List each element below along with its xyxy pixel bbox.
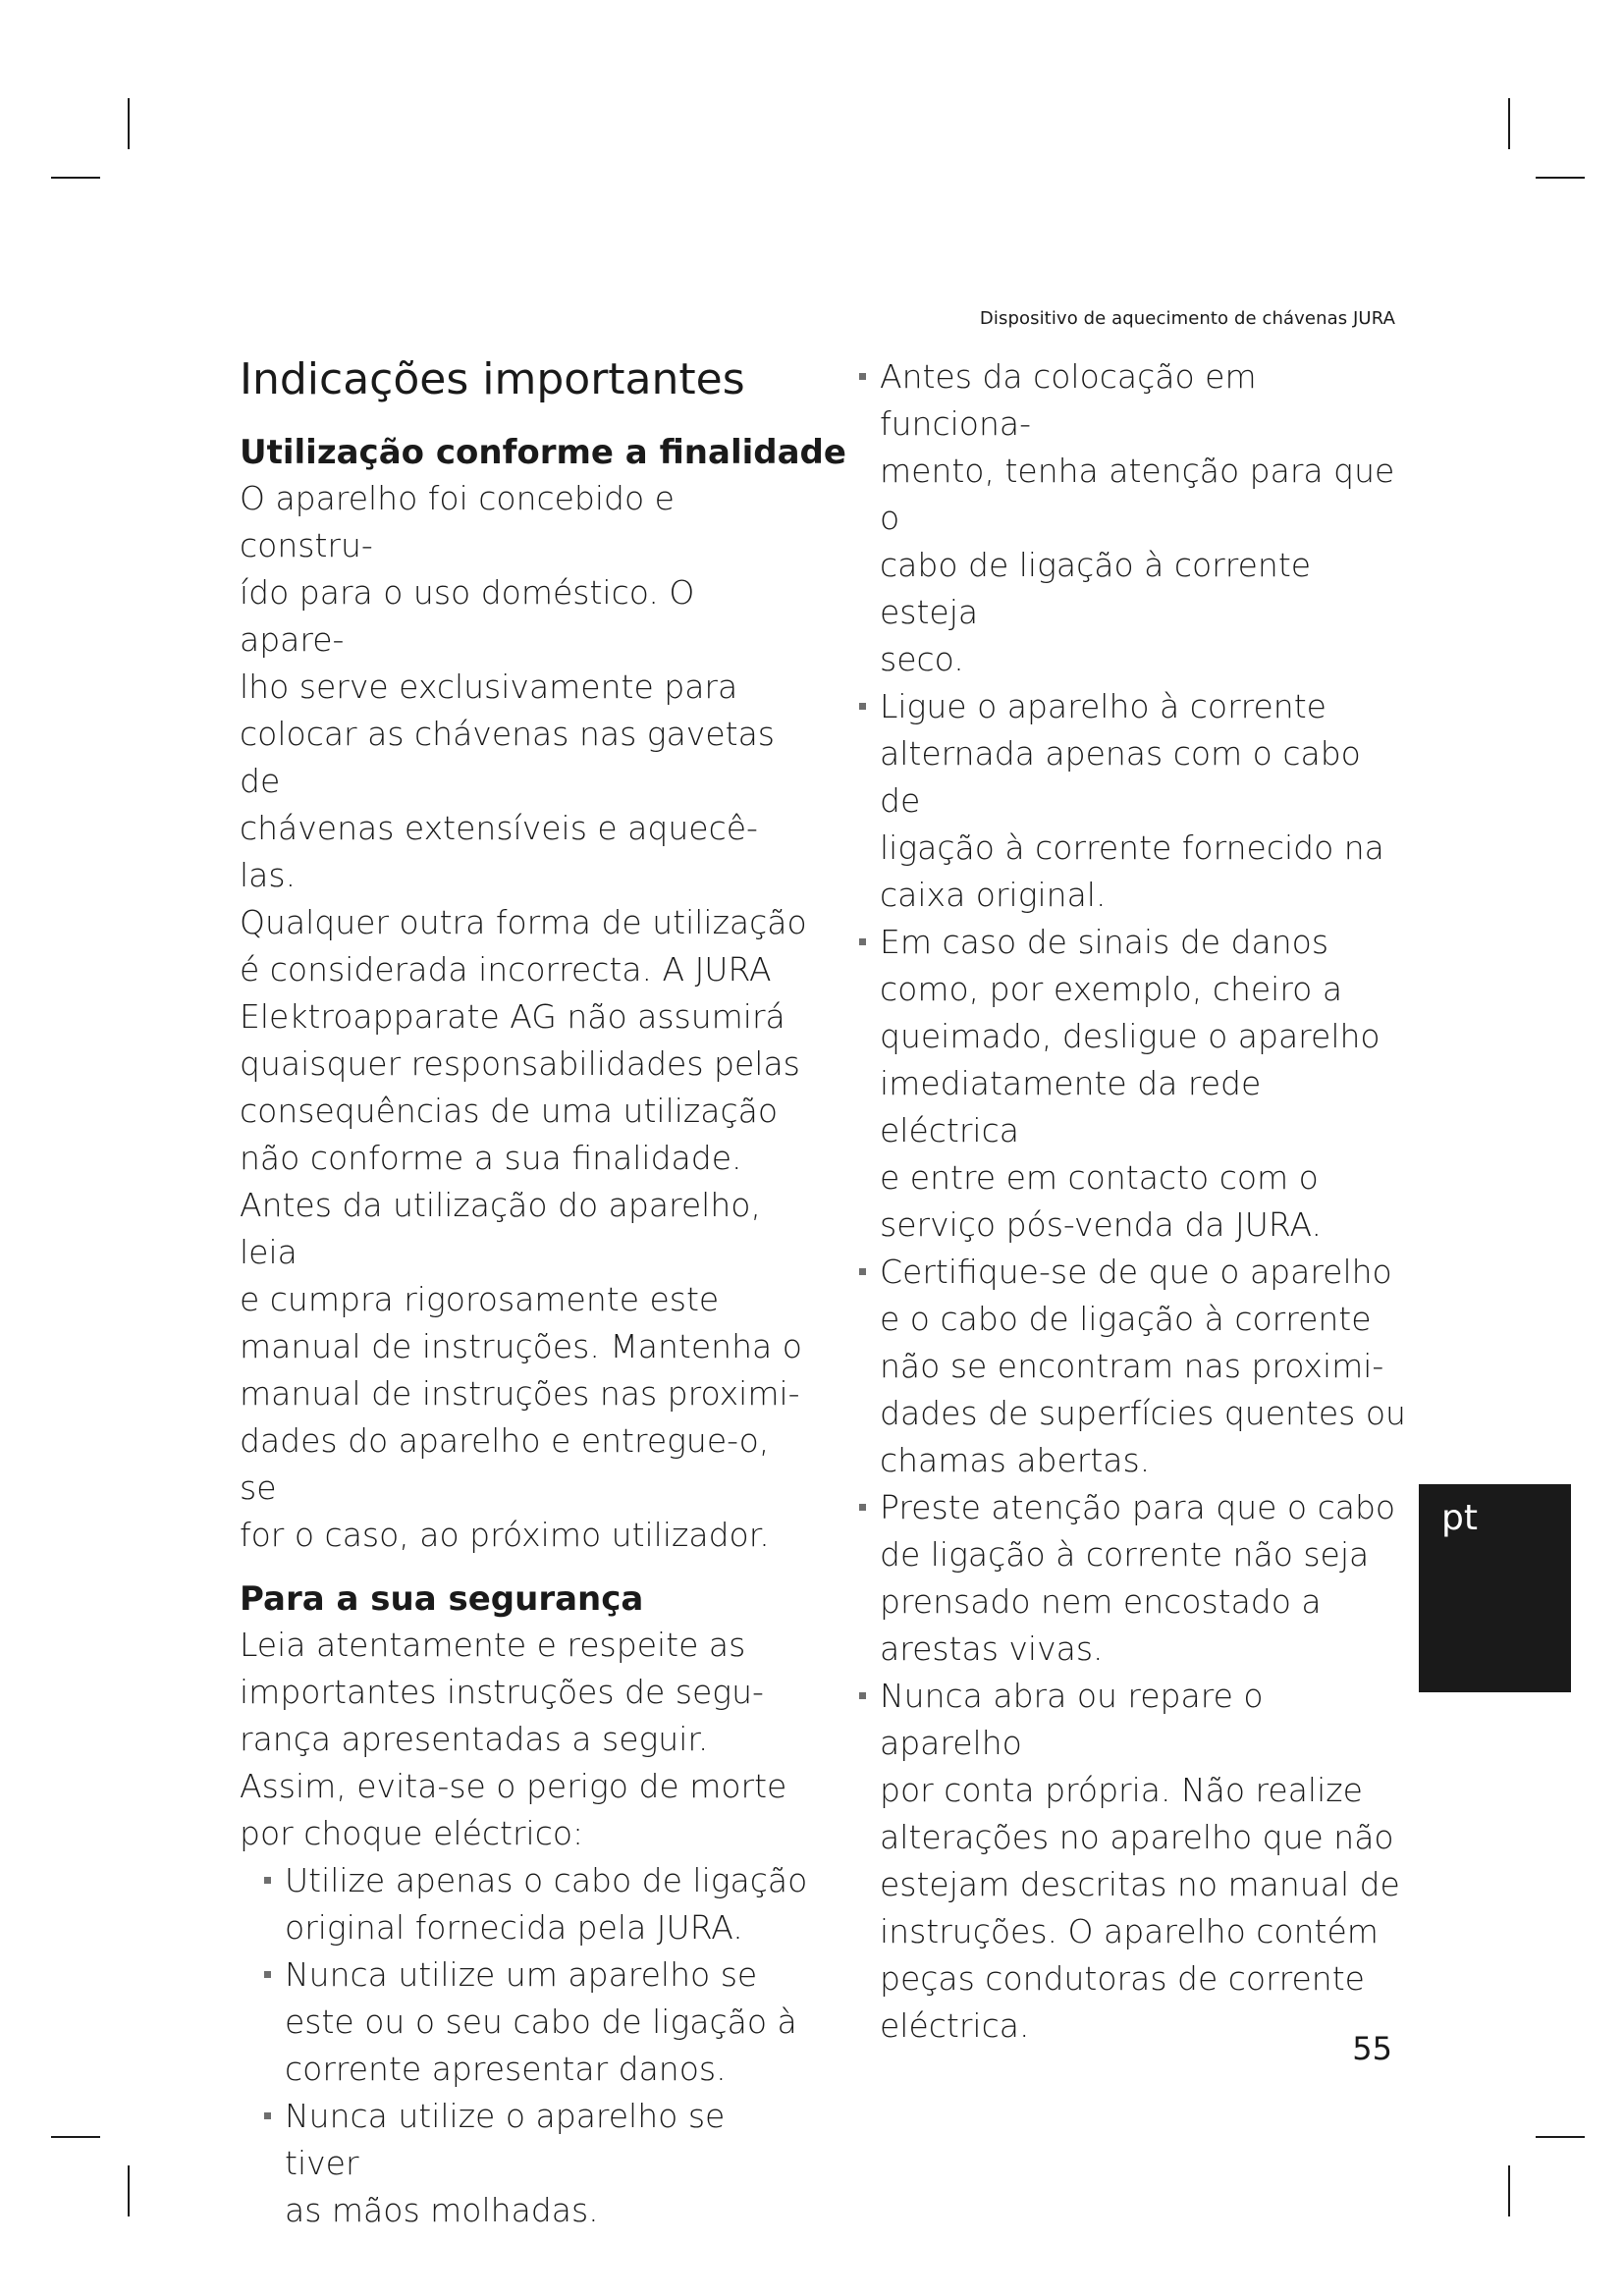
bullet-square-icon	[859, 373, 866, 380]
list-item-text: Ligue o aparelho à corrente alternada apenas com o cabo de ligação à corrente fornecido na caixa original.	[880, 687, 1384, 914]
list-item-text: Preste atenção para que o cabo de ligação à corrente não seja prensado nem encostado a arestas vivas.	[880, 1488, 1396, 1668]
list-item	[850, 1673, 1410, 2050]
left-column	[240, 351, 846, 2234]
bullet-square-icon	[264, 1971, 271, 1978]
intended-use-paragraph: O aparelho foi concebido e constru- ído para o uso doméstico. O apare- lho serve exclusivamente para colocar as chávenas nas gavetas de chávenas extensíveis e aquecê-las. Qualquer outra forma de utilização é considerada incorrecta. A JURA Elektroapparate AG não assumirá quaisquer responsabilidades pelas consequências de uma utilização não conforme a sua finalidade. Antes da utilização do aparelho, leia e cumpra rigorosamente este manual de instruções. Mantenha o manual de instruções nas proximi- dades do aparelho e entregue-o, se for o caso, ao próximo utilizador.	[240, 479, 807, 1554]
list-item-text: Nunca utilize o aparelho se tiver as mãos molhadas.	[285, 2097, 726, 2229]
right-column	[850, 353, 1410, 2050]
bullet-square-icon	[859, 1504, 866, 1511]
list-item	[850, 1484, 1410, 1673]
crop-mark-top-left-vertical	[128, 98, 130, 149]
intended-use-heading: Utilização conforme a finalidade	[240, 433, 846, 472]
bullet-square-icon	[859, 1268, 866, 1275]
crop-mark-top-right-horizontal	[1536, 177, 1585, 179]
language-tab	[1419, 1484, 1571, 1692]
list-item	[850, 683, 1410, 919]
page-title: Indicações importantes	[240, 354, 745, 404]
safety-list-left	[240, 1857, 809, 2234]
safety-list-right	[850, 353, 1410, 2050]
bullet-square-icon	[264, 2112, 271, 2119]
list-item-text: Antes da colocação em funciona- mento, tenha atenção para que o cabo de ligação à corrente esteja seco.	[880, 357, 1395, 678]
list-item-text: Em caso de sinais de danos como, por exemplo, cheiro a queimado, desligue o aparelho imediatamente da rede eléctrica e entre em contacto com o serviço pós-venda da JURA.	[880, 923, 1380, 1244]
safety-paragraph: Leia atentamente e respeite as importantes instruções de segu- rança apresentadas a seguir. Assim, evita-se o perigo de morte por choque eléctrico:	[240, 1626, 787, 1852]
list-item	[850, 919, 1410, 1249]
list-item	[850, 353, 1410, 683]
list-item	[255, 2093, 809, 2234]
crop-mark-top-right-vertical	[1508, 98, 1510, 149]
crop-mark-top-left-horizontal	[51, 177, 100, 179]
list-item-text: Utilize apenas o cabo de ligação original fornecida pela JURA.	[285, 1861, 808, 1947]
crop-mark-bottom-right-vertical	[1508, 2165, 1510, 2216]
language-tab-label: pt	[1441, 1498, 1478, 1538]
safety-heading: Para a sua segurança	[240, 1579, 644, 1619]
list-item-text: Nunca utilize um aparelho se este ou o seu cabo de ligação à corrente apresentar danos.	[285, 1955, 797, 2088]
crop-mark-bottom-left-horizontal	[51, 2136, 100, 2138]
crop-mark-bottom-right-horizontal	[1536, 2136, 1585, 2138]
page-number: 55	[1352, 2030, 1392, 2067]
list-item-text: Nunca abra ou repare o aparelho por conta própria. Não realize alterações no aparelho que não estejam descritas no manual de instruções. O aparelho contém peças condutoras de corrente eléctrica.	[880, 1677, 1400, 2045]
list-item	[255, 1857, 809, 1951]
running-header: Dispositivo de aquecimento de chávenas JURA	[979, 308, 1395, 329]
bullet-square-icon	[859, 1692, 866, 1699]
list-item-text: Certifique-se de que o aparelho e o cabo de ligação à corrente não se encontram nas proximi- dades de superfícies quentes ou chamas abertas.	[880, 1253, 1406, 1479]
bullet-square-icon	[859, 703, 866, 710]
bullet-square-icon	[859, 938, 866, 945]
list-item	[255, 1951, 809, 2093]
crop-mark-bottom-left-vertical	[128, 2165, 130, 2216]
list-item	[850, 1249, 1410, 1484]
bullet-square-icon	[264, 1877, 271, 1884]
